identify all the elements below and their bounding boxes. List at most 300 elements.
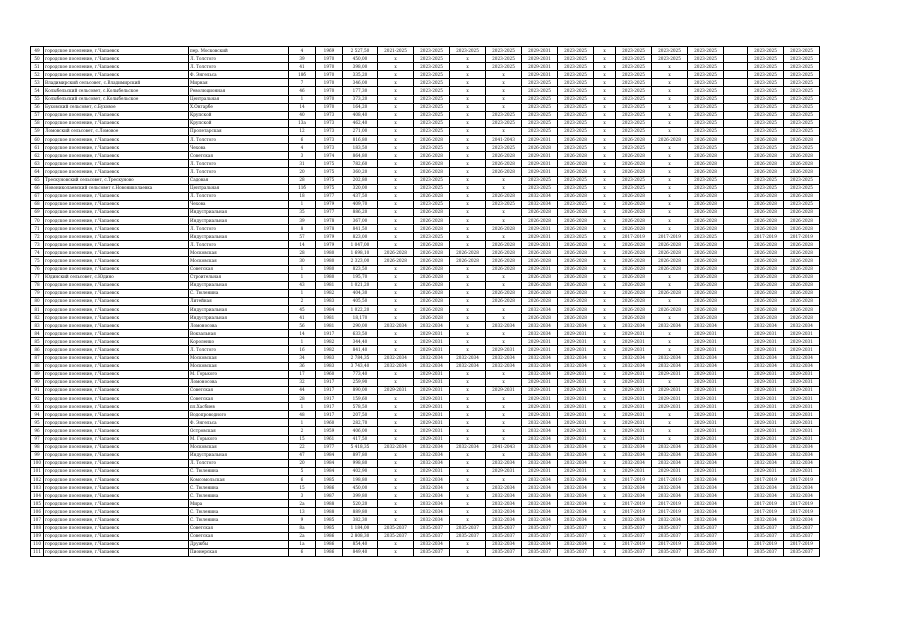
cell-col-a: x xyxy=(378,160,414,168)
cell-col-c: x xyxy=(450,273,486,281)
cell-col-b: 2029-2031 xyxy=(414,435,450,443)
cell-col-l: 2029-2031 xyxy=(748,419,784,427)
table-row xyxy=(31,540,820,548)
cell-col-h: 2026-2028 xyxy=(616,265,652,273)
cell-col-l: 2029-2031 xyxy=(748,370,784,378)
cell-row-number: 107 xyxy=(31,516,44,524)
cell-col-c: x xyxy=(450,281,486,289)
cell-col-e: 2023-2025 xyxy=(522,176,558,184)
cell-col-k xyxy=(724,484,748,492)
cell-house-number: 28 xyxy=(289,395,316,403)
cell-col-j: 2023-2025 xyxy=(688,176,724,184)
cell-col-l: 2017-2019 xyxy=(748,540,784,548)
cell-street: Л. Толстого xyxy=(189,55,289,63)
cell-col-d: 2032-2034 xyxy=(486,500,522,508)
cell-col-k xyxy=(724,152,748,160)
cell-house-number: 14 xyxy=(289,103,316,111)
cell-col-c: x xyxy=(450,322,486,330)
cell-col-d: x xyxy=(486,419,522,427)
cell-col-g: x xyxy=(594,281,616,289)
cell-house-number: 39 xyxy=(289,216,316,224)
cell-col-a: x xyxy=(378,136,414,144)
cell-col-a: x xyxy=(378,289,414,297)
cell-street: Крупской xyxy=(189,119,289,127)
cell-street: Индустриальная xyxy=(189,208,289,216)
cell-house-number: 43 xyxy=(289,281,316,289)
cell-col-b: 2029-2031 xyxy=(414,378,450,386)
cell-col-f: 2029-2031 xyxy=(558,427,594,435)
cell-col-d: 2023-2025 xyxy=(486,63,522,71)
cell-col-i: x xyxy=(652,314,688,322)
cell-col-k xyxy=(724,500,748,508)
table-row xyxy=(31,475,820,483)
cell-col-f: 2032-2034 xyxy=(558,354,594,362)
cell-col-b: 2023-2025 xyxy=(414,127,450,135)
table-row xyxy=(31,192,820,200)
cell-col-c: x xyxy=(450,63,486,71)
cell-col-m: 2023-2025 xyxy=(784,119,820,127)
cell-house-number: 1 xyxy=(289,273,316,281)
cell-col-j: 2023-2025 xyxy=(688,184,724,192)
cell-col-e: 2029-2031 xyxy=(522,63,558,71)
cell-col-g: x xyxy=(594,152,616,160)
cell-street: Индустриальная xyxy=(189,306,289,314)
cell-col-m: 2029-2031 xyxy=(784,411,820,419)
cell-col-i: 2032-2034 xyxy=(652,516,688,524)
cell-col-j: 2023-2025 xyxy=(688,233,724,241)
cell-area: 5 418,35 xyxy=(343,443,378,451)
cell-col-e: 2029-2031 xyxy=(522,386,558,394)
cell-area: 271,00 xyxy=(343,127,378,135)
cell-settlement: городское поселение, г.Чапаевск xyxy=(44,63,189,71)
cell-col-h: 2029-2031 xyxy=(616,435,652,443)
cell-settlement: городское поселение, г.Чапаевск xyxy=(44,532,189,540)
cell-col-i: x xyxy=(652,160,688,168)
cell-area: 450,00 xyxy=(343,55,378,63)
cell-col-h: 2026-2028 xyxy=(616,152,652,160)
cell-settlement: Колыбельский сельсовет, с.Колыбельское xyxy=(44,87,189,95)
cell-col-e: 2026-2028 xyxy=(522,281,558,289)
cell-house-number: 8а xyxy=(289,524,316,532)
cell-col-b: 2029-2031 xyxy=(414,467,450,475)
cell-col-c: x xyxy=(450,395,486,403)
cell-settlement: городское поселение, г.Чапаевск xyxy=(44,289,189,297)
cell-col-i: x xyxy=(652,411,688,419)
cell-col-a: x xyxy=(378,346,414,354)
cell-build-year: 1975 xyxy=(316,176,343,184)
table-row xyxy=(31,184,820,192)
cell-build-year: 1985 xyxy=(316,516,343,524)
cell-col-c: x xyxy=(450,459,486,467)
cell-house-number: 1 xyxy=(289,289,316,297)
cell-area: 841,40 xyxy=(343,346,378,354)
cell-build-year: 1975 xyxy=(316,160,343,168)
table-row xyxy=(31,225,820,233)
cell-col-a: x xyxy=(378,176,414,184)
cell-col-i: x xyxy=(652,281,688,289)
cell-col-c: 2035-2037 xyxy=(450,532,486,540)
cell-col-j: 2032-2034 xyxy=(688,516,724,524)
cell-col-e: 2032-2034 xyxy=(522,306,558,314)
cell-col-g: x xyxy=(594,427,616,435)
cell-col-a: x xyxy=(378,127,414,135)
cell-col-h: 2023-2025 xyxy=(616,103,652,111)
cell-row-number: 70 xyxy=(31,216,44,224)
cell-col-b: 2023-2025 xyxy=(414,233,450,241)
cell-col-j: 2023-2025 xyxy=(688,103,724,111)
cell-col-h: 2032-2034 xyxy=(616,484,652,492)
cell-col-j: 2035-2037 xyxy=(688,548,724,556)
cell-col-l: 2026-2028 xyxy=(748,152,784,160)
cell-col-f: 2026-2028 xyxy=(558,216,594,224)
cell-col-c: x xyxy=(450,289,486,297)
cell-col-c: x xyxy=(450,484,486,492)
cell-col-k xyxy=(724,459,748,467)
cell-col-b: 2023-2025 xyxy=(414,144,450,152)
cell-build-year: 1973 xyxy=(316,144,343,152)
cell-col-d: 2032-2034 xyxy=(486,516,522,524)
cell-area: 520,20 xyxy=(343,500,378,508)
cell-house-number: 32 xyxy=(289,378,316,386)
cell-row-number: 71 xyxy=(31,225,44,233)
cell-col-j: 2026-2028 xyxy=(688,216,724,224)
cell-col-j: 2032-2034 xyxy=(688,451,724,459)
cell-area: 816,80 xyxy=(343,136,378,144)
cell-row-number: 63 xyxy=(31,160,44,168)
cell-col-c: x xyxy=(450,144,486,152)
cell-col-k xyxy=(724,443,748,451)
cell-col-a: 2029-2031 xyxy=(378,386,414,394)
cell-col-g: x xyxy=(594,314,616,322)
cell-col-d: x xyxy=(486,306,522,314)
cell-col-g: x xyxy=(594,95,616,103)
cell-col-f: 2029-2031 xyxy=(558,338,594,346)
cell-col-l: 2023-2025 xyxy=(748,55,784,63)
cell-col-a: x xyxy=(378,95,414,103)
cell-col-j: 2026-2028 xyxy=(688,208,724,216)
cell-area: 346,00 xyxy=(343,79,378,87)
cell-col-a: x xyxy=(378,216,414,224)
cell-col-j: 2023-2025 xyxy=(688,71,724,79)
cell-col-k xyxy=(724,346,748,354)
cell-col-f: 2029-2031 xyxy=(558,403,594,411)
cell-row-number: 74 xyxy=(31,249,44,257)
table-row xyxy=(31,459,820,467)
table-row xyxy=(31,63,820,71)
cell-area: 177,30 xyxy=(343,87,378,95)
cell-col-d: x xyxy=(486,411,522,419)
cell-col-b: 2035-2037 xyxy=(414,524,450,532)
cell-col-e: 2032-2034 xyxy=(522,492,558,500)
cell-col-k xyxy=(724,192,748,200)
cell-col-e: 2029-2031 xyxy=(522,55,558,63)
cell-col-l: 2026-2028 xyxy=(748,168,784,176)
cell-house-number: 2 xyxy=(289,297,316,305)
cell-street: Московская xyxy=(189,443,289,451)
cell-settlement: городское поселение, г.Чапаевск xyxy=(44,257,189,265)
cell-col-e: 2029-2031 xyxy=(522,71,558,79)
cell-street: Л. Толстого xyxy=(189,136,289,144)
cell-build-year: 1982 xyxy=(316,338,343,346)
cell-street: Короленко xyxy=(189,338,289,346)
cell-col-h: 2026-2028 xyxy=(616,257,652,265)
cell-area: 854,40 xyxy=(343,540,378,548)
cell-col-k xyxy=(724,403,748,411)
cell-col-m: 2026-2028 xyxy=(784,152,820,160)
table-row xyxy=(31,443,820,451)
cell-col-k xyxy=(724,71,748,79)
table-row xyxy=(31,168,820,176)
cell-col-b: 2026-2028 xyxy=(414,136,450,144)
cell-col-c: x xyxy=(450,95,486,103)
cell-col-l: 2026-2028 xyxy=(748,257,784,265)
cell-build-year: 1917 xyxy=(316,395,343,403)
cell-col-g: x xyxy=(594,532,616,540)
cell-col-l: 2035-2037 xyxy=(748,532,784,540)
cell-street: Советская xyxy=(189,532,289,540)
cell-col-g: x xyxy=(594,411,616,419)
cell-row-number: 68 xyxy=(31,200,44,208)
cell-row-number: 80 xyxy=(31,297,44,305)
cell-col-i: x xyxy=(652,427,688,435)
cell-col-e: 2023-2025 xyxy=(522,95,558,103)
cell-col-d: x xyxy=(486,216,522,224)
cell-col-b: 2026-2028 xyxy=(414,314,450,322)
cell-col-j: 2032-2034 xyxy=(688,540,724,548)
cell-col-m: 2026-2028 xyxy=(784,265,820,273)
table-row xyxy=(31,249,820,257)
cell-house-number: 22 xyxy=(289,443,316,451)
cell-col-i: x xyxy=(652,63,688,71)
cell-house-number: 1 xyxy=(289,338,316,346)
cell-col-k xyxy=(724,55,748,63)
cell-settlement: городское поселение, г.Чапаевск xyxy=(44,330,189,338)
cell-col-k xyxy=(724,208,748,216)
cell-col-e: 2032-2034 xyxy=(522,370,558,378)
cell-col-h: 2023-2025 xyxy=(616,176,652,184)
cell-col-c: x xyxy=(450,548,486,556)
cell-col-a: x xyxy=(378,338,414,346)
cell-col-i: x xyxy=(652,71,688,79)
cell-col-c: 2035-2037 xyxy=(450,524,486,532)
cell-house-number: 9 xyxy=(289,516,316,524)
cell-col-i: 2026-2028 xyxy=(652,257,688,265)
cell-settlement: городское поселение, г.Чапаевск xyxy=(44,338,189,346)
cell-col-a: 2032-2034 xyxy=(378,354,414,362)
cell-col-m: 2023-2025 xyxy=(784,55,820,63)
cell-col-f: 2032-2034 xyxy=(558,508,594,516)
table-row xyxy=(31,297,820,305)
cell-col-c: x xyxy=(450,71,486,79)
cell-col-j: 2023-2025 xyxy=(688,95,724,103)
cell-row-number: 58 xyxy=(31,119,44,127)
cell-area: 578,50 xyxy=(343,403,378,411)
cell-build-year: 1917 xyxy=(316,330,343,338)
cell-settlement: городское поселение, г.Чапаевск xyxy=(44,249,189,257)
cell-col-k xyxy=(724,103,748,111)
cell-col-a: x xyxy=(378,403,414,411)
cell-settlement: городское поселение, г.Чапаевск xyxy=(44,378,189,386)
cell-col-d: 2032-2034 xyxy=(486,322,522,330)
cell-row-number: 101 xyxy=(31,467,44,475)
cell-settlement: городское поселение, г.Чапаевск xyxy=(44,467,189,475)
cell-col-k xyxy=(724,87,748,95)
cell-col-i: 2017-2019 xyxy=(652,500,688,508)
cell-col-a: x xyxy=(378,508,414,516)
cell-col-f: 2029-2031 xyxy=(558,435,594,443)
cell-col-a: x xyxy=(378,306,414,314)
cell-street: Дружбы xyxy=(189,540,289,548)
cell-street: Строительная xyxy=(189,273,289,281)
cell-col-k xyxy=(724,306,748,314)
cell-house-number: 41 xyxy=(289,314,316,322)
cell-settlement: городское поселение, г.Чапаевск xyxy=(44,233,189,241)
table-row xyxy=(31,136,820,144)
cell-col-m: 2035-2037 xyxy=(784,548,820,556)
cell-house-number: 36 xyxy=(289,362,316,370)
cell-col-j: 2026-2028 xyxy=(688,241,724,249)
cell-col-d: 2023-2025 xyxy=(486,111,522,119)
cell-col-b: 2026-2028 xyxy=(414,265,450,273)
cell-col-a: x xyxy=(378,411,414,419)
cell-col-b: 2029-2031 xyxy=(414,427,450,435)
cell-col-a: x xyxy=(378,459,414,467)
cell-row-number: 54 xyxy=(31,87,44,95)
cell-col-h: 2029-2031 xyxy=(616,338,652,346)
cell-house-number: 1 xyxy=(289,265,316,273)
cell-house-number: 56 xyxy=(289,322,316,330)
cell-col-f: 2029-2031 xyxy=(558,467,594,475)
cell-col-m: 2029-2031 xyxy=(784,403,820,411)
cell-col-l: 2026-2028 xyxy=(748,160,784,168)
cell-col-g: x xyxy=(594,265,616,273)
cell-col-l: 2026-2028 xyxy=(748,265,784,273)
cell-col-l: 2029-2031 xyxy=(748,330,784,338)
cell-col-j: 2029-2031 xyxy=(688,419,724,427)
cell-col-b: 2032-2034 xyxy=(414,540,450,548)
cell-col-j: 2029-2031 xyxy=(688,378,724,386)
cell-col-b: 2026-2028 xyxy=(414,241,450,249)
cell-build-year: 1973 xyxy=(316,127,343,135)
cell-build-year: 1984 xyxy=(316,306,343,314)
cell-col-k xyxy=(724,225,748,233)
cell-settlement: городское поселение, г.Чапаевск xyxy=(44,225,189,233)
cell-col-b: 2032-2034 xyxy=(414,508,450,516)
cell-col-c: x xyxy=(450,111,486,119)
cell-col-f: 2032-2034 xyxy=(558,443,594,451)
cell-col-a: x xyxy=(378,484,414,492)
cell-col-m: 2026-2028 xyxy=(784,192,820,200)
cell-house-number: 5 xyxy=(289,467,316,475)
cell-col-g: x xyxy=(594,184,616,192)
cell-col-h: 2029-2031 xyxy=(616,370,652,378)
cell-area: 773,40 xyxy=(343,370,378,378)
cell-house-number: 4 xyxy=(289,144,316,152)
cell-row-number: 85 xyxy=(31,338,44,346)
data-table-sheet xyxy=(30,46,820,557)
cell-col-e: 2023-2025 xyxy=(522,111,558,119)
cell-settlement: городское поселение, г.Чапаевск xyxy=(44,386,189,394)
cell-col-f: 2026-2028 xyxy=(558,281,594,289)
cell-col-a: x xyxy=(378,225,414,233)
cell-col-l: 2023-2025 xyxy=(748,103,784,111)
table-row xyxy=(31,427,820,435)
cell-col-d: x xyxy=(486,71,522,79)
cell-house-number: 1а xyxy=(289,540,316,548)
cell-col-h: 2032-2034 xyxy=(616,322,652,330)
cell-col-l: 2026-2028 xyxy=(748,200,784,208)
cell-col-h: 2026-2028 xyxy=(616,192,652,200)
cell-col-e: 2023-2025 xyxy=(522,79,558,87)
cell-col-j: 2023-2025 xyxy=(688,111,724,119)
cell-col-d: x xyxy=(486,281,522,289)
cell-col-h: 2029-2031 xyxy=(616,467,652,475)
cell-col-a: 2026-2028 xyxy=(378,257,414,265)
cell-col-e: 2029-2031 xyxy=(522,346,558,354)
cell-col-a: x xyxy=(378,492,414,500)
cell-street: Мира xyxy=(189,500,289,508)
cell-col-j: 2023-2025 xyxy=(688,55,724,63)
cell-col-e: 2032-2034 xyxy=(522,427,558,435)
cell-col-k xyxy=(724,322,748,330)
cell-col-i: 2017-2019 xyxy=(652,508,688,516)
cell-col-g: x xyxy=(594,435,616,443)
cell-col-g: x xyxy=(594,289,616,297)
cell-col-e: 2023-2025 xyxy=(522,127,558,135)
cell-area: 1 021,20 xyxy=(343,281,378,289)
cell-col-j: 2032-2034 xyxy=(688,362,724,370)
cell-col-a: x xyxy=(378,540,414,548)
cell-house-number: 1 xyxy=(289,200,316,208)
cell-settlement: городское поселение, г.Чапаевск xyxy=(44,403,189,411)
cell-street: Л. Толстого xyxy=(189,192,289,200)
cell-build-year: 1980 xyxy=(316,265,343,273)
cell-col-e: 2032-2034 xyxy=(522,459,558,467)
cell-street: Л. Толстого xyxy=(189,346,289,354)
cell-house-number: 8 xyxy=(289,225,316,233)
cell-build-year: 1975 xyxy=(316,184,343,192)
cell-col-e: 2032-2034 xyxy=(522,508,558,516)
cell-col-k xyxy=(724,241,748,249)
cell-street: Л. Толстого xyxy=(189,459,289,467)
cell-street: С. Тюленина xyxy=(189,467,289,475)
cell-col-i: x xyxy=(652,192,688,200)
cell-col-j: 2029-2031 xyxy=(688,467,724,475)
cell-col-g: x xyxy=(594,79,616,87)
cell-col-e: 2029-2031 xyxy=(522,467,558,475)
cell-col-f: 2029-2031 xyxy=(558,346,594,354)
cell-col-b: 2023-2025 xyxy=(414,103,450,111)
cell-house-number: 2а xyxy=(289,532,316,540)
table-row xyxy=(31,265,820,273)
cell-col-m: 2023-2025 xyxy=(784,79,820,87)
cell-col-m: 2023-2025 xyxy=(784,87,820,95)
cell-col-m: 2032-2034 xyxy=(784,492,820,500)
cell-col-e: 2026-2028 xyxy=(522,289,558,297)
cell-col-g: x xyxy=(594,492,616,500)
cell-col-f: 2032-2034 xyxy=(558,451,594,459)
cell-col-h: 2026-2028 xyxy=(616,281,652,289)
cell-settlement: городское поселение, г.Чапаевск xyxy=(44,395,189,403)
cell-col-d: 2041-2043 xyxy=(486,136,522,144)
cell-build-year: 1983 xyxy=(316,297,343,305)
cell-col-f: 2023-2025 xyxy=(558,87,594,95)
cell-col-c: x xyxy=(450,241,486,249)
cell-col-f: 2032-2034 xyxy=(558,492,594,500)
cell-col-a: x xyxy=(378,144,414,152)
cell-col-d: x xyxy=(486,330,522,338)
cell-col-d: x xyxy=(486,427,522,435)
